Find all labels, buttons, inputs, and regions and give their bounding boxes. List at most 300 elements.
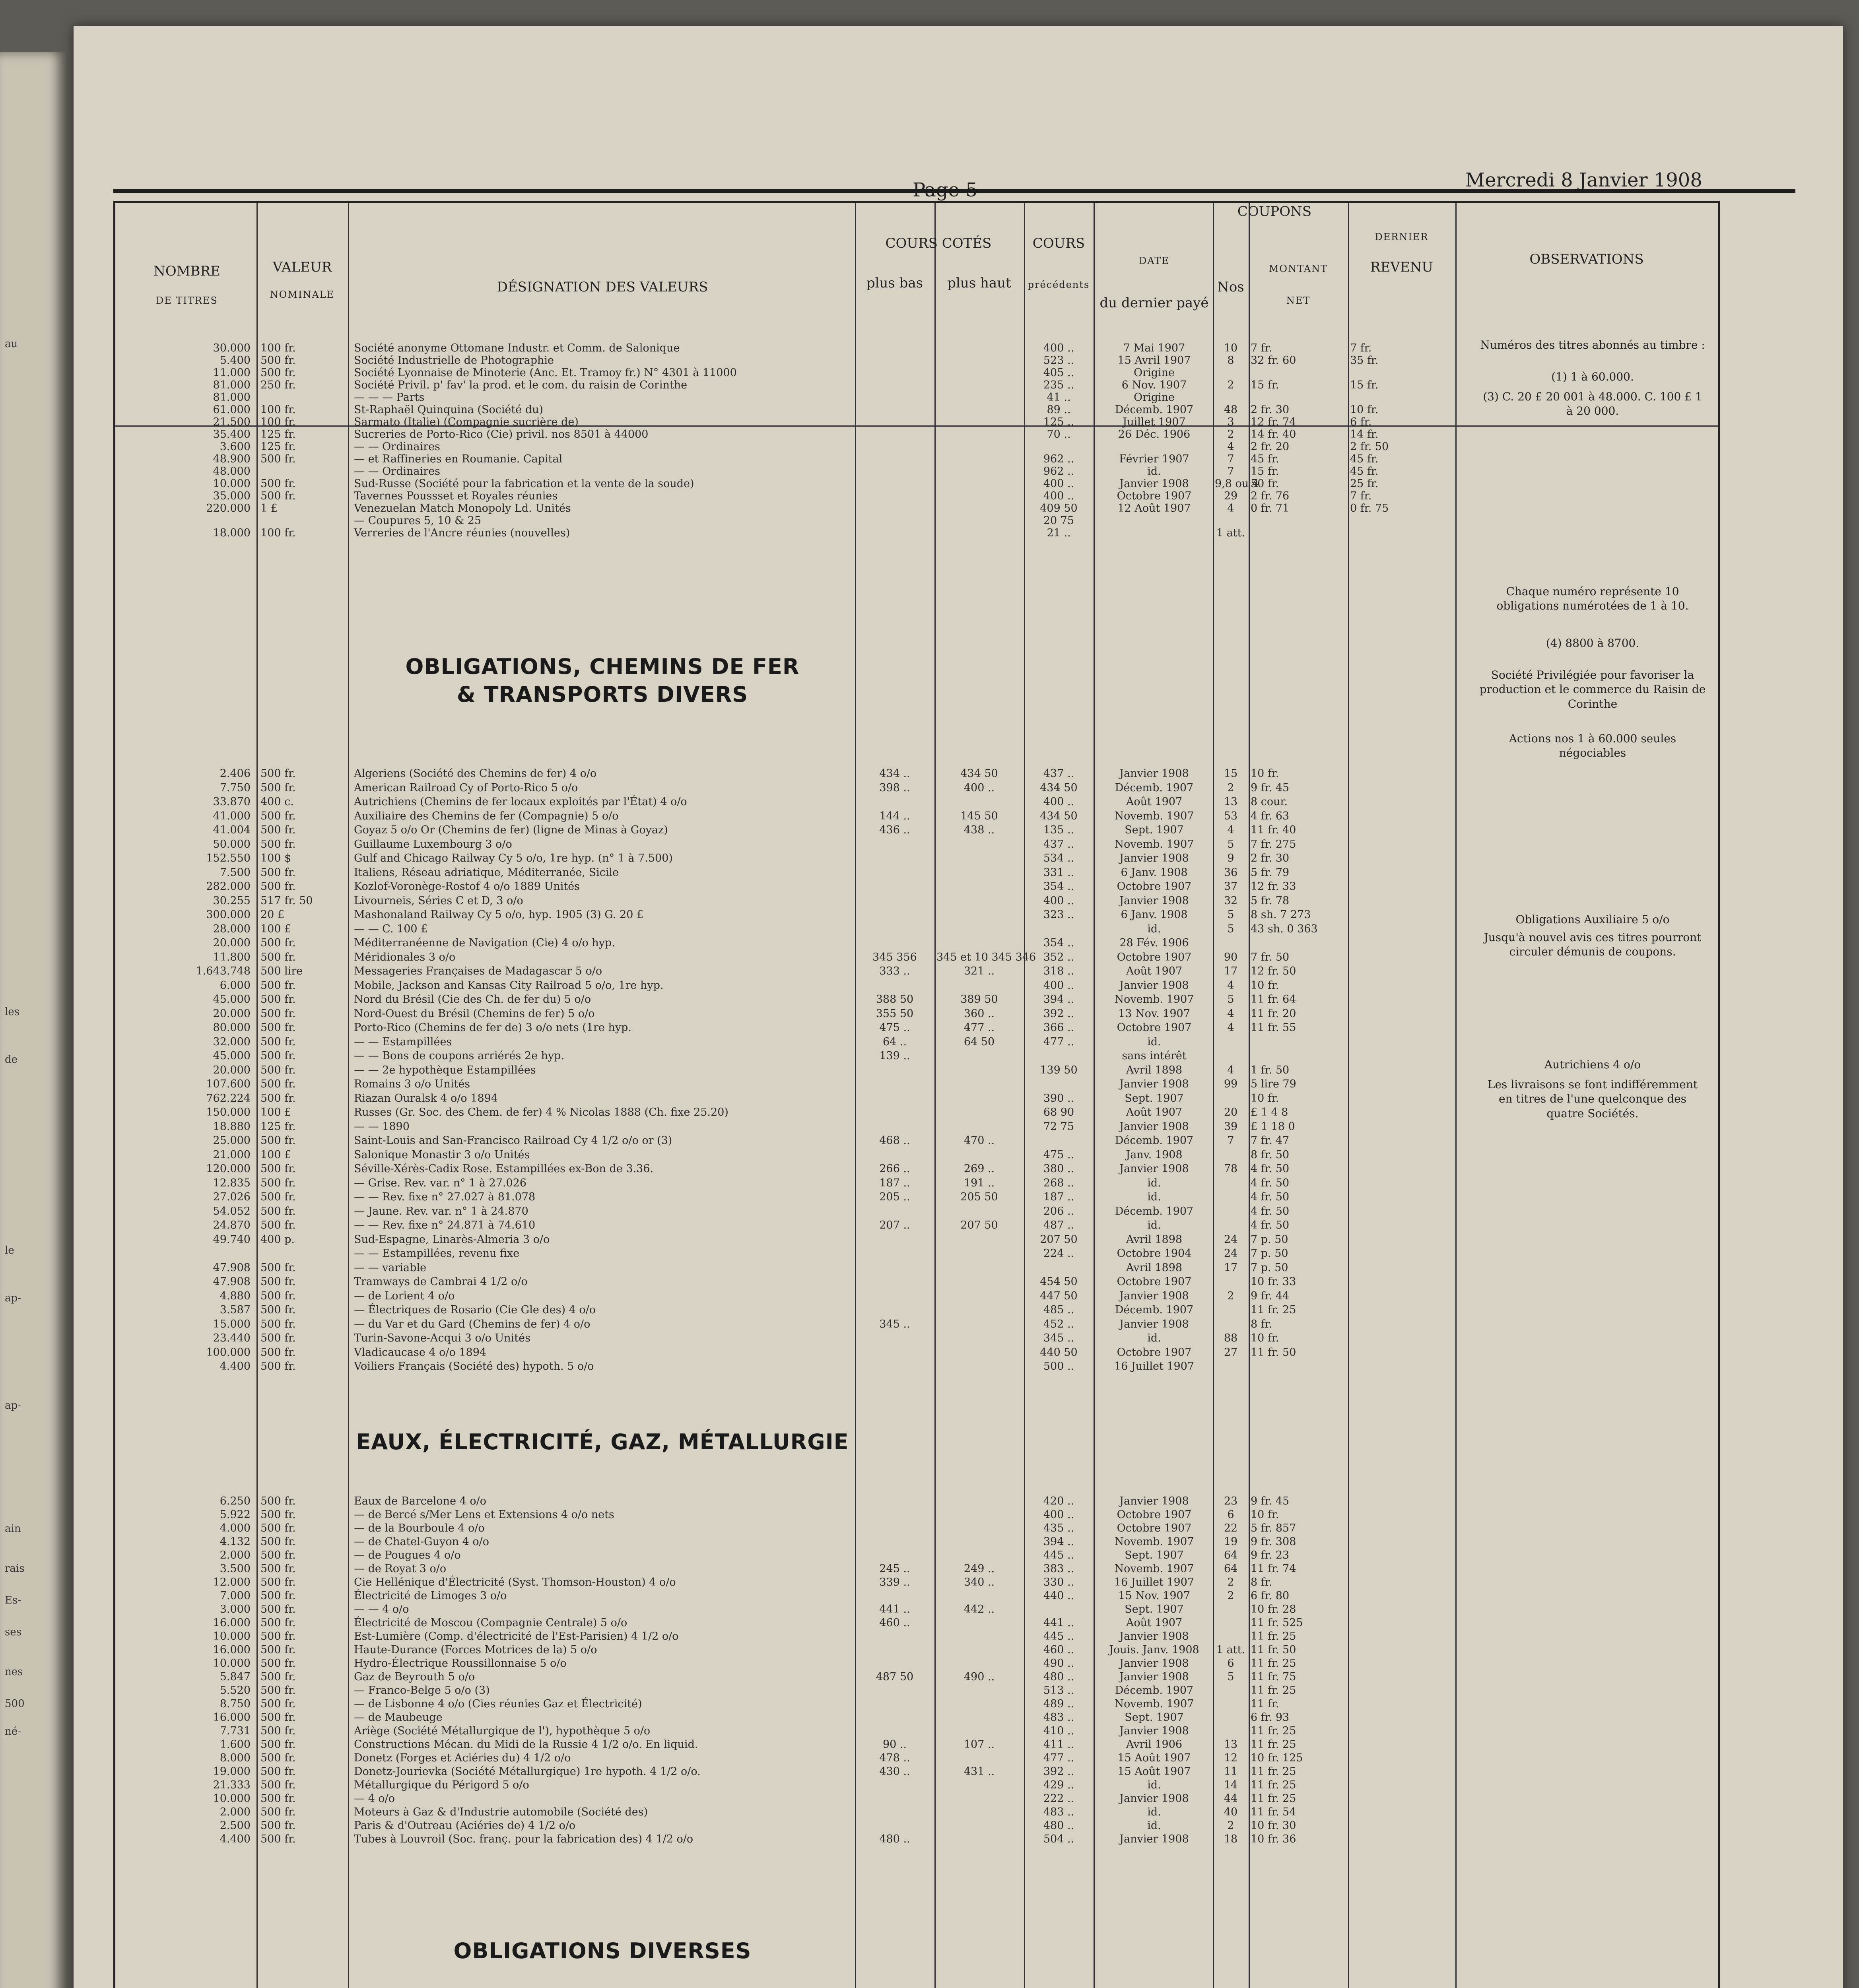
table-cell-v: 500 fr. bbox=[260, 1508, 296, 1521]
table-cell-v: 500 fr. bbox=[260, 478, 296, 490]
table-cell-m: 11 fr. 25 bbox=[1251, 1738, 1296, 1751]
table-cell-b: 388 50 bbox=[876, 993, 914, 1006]
table-cell-b: 144 .. bbox=[879, 810, 910, 822]
table-cell-d: — — Ordinaires bbox=[354, 441, 440, 453]
table-cell-no: 10 bbox=[1224, 342, 1238, 354]
table-cell-b: 139 .. bbox=[879, 1050, 910, 1062]
table-cell-dt: 13 Nov. 1907 bbox=[1118, 1007, 1190, 1020]
table-cell-dt: Octobre 1907 bbox=[1117, 951, 1192, 963]
obs-nouvel-avis: Jusqu'à nouvel avis ces titres pourront circuler démunis de coupons. bbox=[1484, 931, 1702, 959]
col-cours: COURS bbox=[1032, 235, 1085, 251]
table-cell-p: 435 .. bbox=[1043, 1522, 1074, 1534]
table-cell-h: 389 50 bbox=[960, 993, 998, 1006]
table-cell-p: 366 .. bbox=[1043, 1021, 1074, 1034]
table-cell-p: 487 .. bbox=[1043, 1219, 1074, 1231]
table-cell-n: 3.587 bbox=[220, 1304, 251, 1316]
table-cell-r: 6 fr. bbox=[1350, 416, 1372, 428]
table-cell-m: 15 fr. bbox=[1251, 465, 1279, 478]
table-cell-dt: Octobre 1907 bbox=[1117, 1346, 1192, 1359]
table-cell-h: 360 .. bbox=[963, 1007, 995, 1020]
col-plus-haut: plus haut bbox=[947, 275, 1011, 291]
table-cell-p: 437 .. bbox=[1043, 838, 1074, 850]
table-cell-d: — — variable bbox=[354, 1261, 427, 1274]
table-cell-v: 500 fr. bbox=[260, 1536, 296, 1548]
table-cell-d: Sucreries de Porto-Rico (Cie) privil. nos 8501 à 44000 bbox=[354, 428, 649, 441]
table-cell-r: 45 fr. bbox=[1350, 453, 1379, 465]
table-cell-m: 4 fr. 50 bbox=[1251, 1191, 1290, 1203]
table-cell-m: 11 fr. 525 bbox=[1251, 1617, 1303, 1629]
table-cell-b: 355 50 bbox=[876, 1007, 914, 1020]
table-cell-dt: id. bbox=[1147, 465, 1161, 478]
table-cell-m: 11 fr. 40 bbox=[1251, 824, 1296, 836]
table-cell-d: Eaux de Barcelone 4 o/o bbox=[354, 1495, 487, 1507]
table-cell-n: 35.400 bbox=[213, 428, 251, 441]
table-cell-m: £ 1 4 8 bbox=[1251, 1106, 1288, 1118]
table-cell-p: 394 .. bbox=[1043, 1536, 1074, 1548]
table-cell-d: Kozlof-Voronège-Rostof 4 o/o 1889 Unités bbox=[354, 880, 580, 893]
table-cell-no: 13 bbox=[1224, 796, 1238, 808]
table-cell-no: 4 bbox=[1227, 1007, 1234, 1020]
table-cell-dt: 26 Déc. 1906 bbox=[1118, 428, 1191, 441]
table-cell-dt: Janvier 1908 bbox=[1119, 979, 1189, 992]
table-cell-no: 53 bbox=[1224, 810, 1238, 822]
table-cell-dt: Janvier 1908 bbox=[1119, 1671, 1189, 1683]
table-cell-n: 24.870 bbox=[213, 1219, 251, 1231]
obs-auxiliaire: Obligations Auxiliaire 5 o/o bbox=[1515, 913, 1670, 926]
table-cell-m: 9 fr. 308 bbox=[1251, 1536, 1296, 1548]
table-cell-no: 4 bbox=[1227, 1021, 1234, 1034]
table-cell-d: — — Rev. fixe n° 24.871 à 74.610 bbox=[354, 1219, 536, 1231]
table-cell-v: 500 fr. bbox=[260, 1522, 296, 1534]
table-cell-p: 440 50 bbox=[1040, 1346, 1078, 1359]
table-cell-v: 500 fr. bbox=[260, 1779, 296, 1791]
table-cell-v: 500 fr. bbox=[260, 1176, 296, 1189]
table-cell-n: 30.000 bbox=[213, 342, 251, 354]
table-cell-d: — Coupures 5, 10 & 25 bbox=[354, 514, 482, 527]
table-cell-n: 21.333 bbox=[213, 1779, 251, 1791]
table-cell-v: 500 fr. bbox=[260, 1698, 296, 1710]
table-cell-v: 500 fr. bbox=[260, 1563, 296, 1575]
table-cell-d: — de Chatel-Guyon 4 o/o bbox=[354, 1536, 489, 1548]
table-cell-p: 477 .. bbox=[1043, 1752, 1074, 1764]
table-cell-v: 500 fr. bbox=[260, 979, 296, 992]
table-cell-v: 500 fr. bbox=[260, 993, 296, 1006]
table-cell-r: 10 fr. bbox=[1350, 404, 1379, 416]
table-cell-dt: id. bbox=[1147, 1219, 1161, 1231]
table-cell-d: Riazan Ouralsk 4 o/o 1894 bbox=[354, 1092, 498, 1105]
table-cell-n: 1.643.748 bbox=[196, 965, 251, 977]
table-cell-n: 10.000 bbox=[213, 1657, 251, 1670]
table-cell-m: 12 fr. 33 bbox=[1251, 880, 1296, 893]
table-cell-n: 6.000 bbox=[220, 979, 251, 992]
table-cell-p: 207 50 bbox=[1040, 1233, 1078, 1246]
table-cell-m: 10 fr. bbox=[1251, 1332, 1279, 1344]
table-cell-v: 500 fr. bbox=[260, 824, 296, 836]
table-cell-h: 64 50 bbox=[963, 1035, 995, 1048]
table-cell-no: 36 bbox=[1224, 866, 1238, 879]
table-cell-n: 50.000 bbox=[213, 838, 251, 850]
table-cell-dt: Origine bbox=[1134, 391, 1175, 404]
col-titres: DE TITRES bbox=[156, 295, 218, 306]
table-cell-d: — de Lorient 4 o/o bbox=[354, 1289, 455, 1302]
table-cell-no: 6 bbox=[1227, 1508, 1234, 1521]
table-cell-n: 48.900 bbox=[213, 453, 251, 465]
table-cell-n: 4.000 bbox=[220, 1522, 251, 1534]
table-cell-m: 10 fr. bbox=[1251, 1508, 1279, 1521]
table-cell-d: — Jaune. Rev. var. n° 1 à 24.870 bbox=[354, 1205, 528, 1217]
table-cell-v: 500 fr. bbox=[260, 1495, 296, 1507]
obs-note-3: (3) C. 20 £ 20 001 à 48.000. C. 100 £ 1 à 20 000. bbox=[1483, 390, 1702, 418]
table-cell-h: 345 et 10 345 346 bbox=[936, 951, 1036, 963]
table-cell-v: 500 fr. bbox=[260, 781, 296, 794]
table-cell-v: 500 fr. bbox=[260, 1617, 296, 1629]
table-cell-n: 49.740 bbox=[213, 1233, 251, 1246]
table-cell-p: 72 75 bbox=[1043, 1120, 1074, 1133]
table-cell-m: 10 fr. 36 bbox=[1251, 1833, 1296, 1845]
table-cell-p: 405 .. bbox=[1043, 367, 1074, 379]
table-cell-no: 14 bbox=[1224, 1779, 1238, 1791]
table-cell-b: 460 .. bbox=[879, 1617, 910, 1629]
left-fragment: ain bbox=[5, 1523, 21, 1535]
table-cell-m: 10 fr. 125 bbox=[1251, 1752, 1303, 1764]
table-cell-m: 5 fr. 78 bbox=[1251, 894, 1290, 907]
table-cell-m: 8 fr. bbox=[1251, 1318, 1272, 1330]
table-cell-d: Paris & d'Outreau (Aciéries de) 4 1/2 o/o bbox=[354, 1819, 576, 1832]
table-cell-m: 8 fr. bbox=[1251, 1576, 1272, 1588]
table-cell-h: 431 .. bbox=[963, 1765, 995, 1778]
table-cell-v: 500 fr. bbox=[260, 1549, 296, 1561]
table-cell-v: 125 fr. bbox=[260, 428, 296, 441]
table-cell-no: 5 bbox=[1227, 909, 1234, 921]
table-cell-r: 35 fr. bbox=[1350, 354, 1379, 367]
table-cell-v: 100 fr. bbox=[260, 527, 296, 539]
table-cell-b: 468 .. bbox=[879, 1134, 910, 1147]
table-cell-no: 5 bbox=[1227, 1671, 1234, 1683]
table-cell-d: — de Pougues 4 o/o bbox=[354, 1549, 461, 1561]
table-cell-v: 500 fr. bbox=[260, 453, 296, 465]
table-cell-v: 500 fr. bbox=[260, 1725, 296, 1737]
table-cell-n: 20.000 bbox=[213, 1007, 251, 1020]
table-cell-m: 10 fr. 30 bbox=[1251, 1819, 1296, 1832]
table-cell-d: Moteurs à Gaz & d'Industrie automobile (Société des) bbox=[354, 1806, 648, 1818]
table-cell-n: 4.880 bbox=[220, 1289, 251, 1302]
table-cell-no: 2 bbox=[1227, 379, 1234, 391]
table-cell-m: 11 fr. 25 bbox=[1251, 1657, 1296, 1670]
table-cell-v: 500 fr. bbox=[260, 1191, 296, 1203]
left-fragment: ses bbox=[5, 1626, 22, 1638]
table-cell-m: 0 fr. 71 bbox=[1251, 502, 1290, 514]
table-cell-no: 22 bbox=[1224, 1522, 1238, 1534]
table-cell-n: 5.400 bbox=[220, 354, 251, 367]
left-fragment: ap- bbox=[5, 1292, 21, 1304]
table-cell-v: 125 fr. bbox=[260, 441, 296, 453]
obs-actions: Actions nos 1 à 60.000 seules négociables bbox=[1509, 732, 1676, 760]
table-cell-p: 460 .. bbox=[1043, 1644, 1074, 1656]
table-cell-v: 100 $ bbox=[260, 852, 291, 864]
table-cell-h: 400 .. bbox=[963, 781, 995, 794]
table-cell-m: 11 fr. 25 bbox=[1251, 1684, 1296, 1697]
left-fragment: rais bbox=[5, 1563, 25, 1574]
table-cell-v: 500 fr. bbox=[260, 1064, 296, 1076]
left-fragment: né- bbox=[5, 1726, 21, 1738]
table-cell-p: 523 .. bbox=[1043, 354, 1074, 367]
table-cell-d: Gulf and Chicago Railway Cy 5 o/o, 1re hyp. (n° 1 à 7.500) bbox=[354, 852, 673, 864]
table-cell-p: 534 .. bbox=[1043, 852, 1074, 864]
table-cell-no: 2 bbox=[1227, 1819, 1234, 1832]
table-cell-p: 20 75 bbox=[1043, 514, 1074, 527]
table-cell-dt: Avril 1898 bbox=[1126, 1064, 1183, 1076]
table-cell-p: 409 50 bbox=[1040, 502, 1078, 514]
table-cell-v: 500 fr. bbox=[260, 1603, 296, 1615]
table-cell-n: 7.731 bbox=[220, 1725, 251, 1737]
table-cell-m: 5 fr. 79 bbox=[1251, 866, 1290, 879]
table-cell-p: 392 .. bbox=[1043, 1765, 1074, 1778]
table-cell-d: Livourneis, Séries C et D, 3 o/o bbox=[354, 894, 523, 907]
table-cell-p: 323 .. bbox=[1043, 909, 1074, 921]
table-cell-d: Salonique Monastir 3 o/o Unités bbox=[354, 1148, 530, 1161]
table-cell-p: 345 .. bbox=[1043, 1332, 1074, 1344]
table-cell-p: 331 .. bbox=[1043, 866, 1074, 879]
table-cell-dt: id. bbox=[1147, 1176, 1161, 1189]
table-cell-m: 10 fr. 28 bbox=[1251, 1603, 1296, 1615]
table-cell-dt: Décemb. 1907 bbox=[1115, 1134, 1194, 1147]
col-nominale: NOMINALE bbox=[270, 289, 335, 300]
table-cell-p: 513 .. bbox=[1043, 1684, 1074, 1697]
section-obligations-diverses: OBLIGATIONS DIVERSES bbox=[453, 1938, 752, 1963]
table-cell-p: 383 .. bbox=[1043, 1563, 1074, 1575]
table-cell-m: 6 fr. 80 bbox=[1251, 1590, 1290, 1602]
table-cell-m: 11 fr. 25 bbox=[1251, 1630, 1296, 1642]
table-cell-p: 483 .. bbox=[1043, 1711, 1074, 1724]
table-cell-n: 18.000 bbox=[213, 527, 251, 539]
table-cell-m: 7 p. 50 bbox=[1251, 1247, 1288, 1260]
table-cell-m: 11 fr. 75 bbox=[1251, 1671, 1296, 1683]
table-cell-m: 4 fr. 50 bbox=[1251, 1219, 1290, 1231]
table-cell-dt: Novemb. 1907 bbox=[1114, 838, 1194, 850]
table-cell-n: 3.600 bbox=[220, 441, 251, 453]
table-cell-p: 400 .. bbox=[1043, 894, 1074, 907]
table-cell-h: 249 .. bbox=[963, 1563, 995, 1575]
table-cell-dt: 6 Nov. 1907 bbox=[1121, 379, 1187, 391]
table-cell-dt: Janvier 1908 bbox=[1119, 894, 1189, 907]
table-cell-dt: Octobre 1907 bbox=[1117, 1021, 1192, 1034]
table-cell-h: 269 .. bbox=[963, 1163, 995, 1175]
table-cell-d: St-Raphaël Quinquina (Société du) bbox=[354, 404, 544, 416]
table-cell-m: 11 fr. 74 bbox=[1251, 1563, 1296, 1575]
table-cell-dt: id. bbox=[1147, 922, 1161, 935]
obs-livraisons: Les livraisons se font indifféremment en titres de l'une quelconque des quatre Sociétés. bbox=[1487, 1078, 1698, 1120]
section-obligations-cf: OBLIGATIONS, CHEMINS DE FER bbox=[405, 654, 800, 679]
table-cell-v: 500 fr. bbox=[260, 1833, 296, 1845]
table-cell-b: 187 .. bbox=[879, 1176, 910, 1189]
table-cell-d: — — — Parts bbox=[354, 391, 425, 404]
table-cell-b: 339 .. bbox=[879, 1576, 910, 1588]
table-cell-d: Vladicaucase 4 o/o 1894 bbox=[354, 1346, 487, 1359]
table-cell-n: 16.000 bbox=[213, 1644, 251, 1656]
table-cell-n: 3.000 bbox=[220, 1603, 251, 1615]
table-cell-dt: Janvier 1908 bbox=[1119, 1792, 1189, 1805]
table-cell-m: 9 fr. 45 bbox=[1251, 1495, 1290, 1507]
table-cell-p: 452 .. bbox=[1043, 1318, 1074, 1330]
table-cell-p: 483 .. bbox=[1043, 1806, 1074, 1818]
table-cell-v: 500 fr. bbox=[260, 866, 296, 879]
table-cell-p: 400 .. bbox=[1043, 1508, 1074, 1521]
table-cell-no: 39 bbox=[1224, 1120, 1238, 1133]
table-cell-v: 500 fr. bbox=[260, 1289, 296, 1302]
table-cell-v: 500 fr. bbox=[260, 880, 296, 893]
table-cell-d: Méditerranéenne de Navigation (Cie) 4 o/o hyp. bbox=[354, 937, 615, 949]
table-cell-p: 504 .. bbox=[1043, 1833, 1074, 1845]
table-cell-dt: Novemb. 1907 bbox=[1114, 993, 1194, 1006]
table-cell-p: 480 .. bbox=[1043, 1671, 1074, 1683]
table-cell-dt: Janvier 1908 bbox=[1119, 1833, 1189, 1845]
table-cell-h: 207 50 bbox=[960, 1219, 998, 1231]
table-cell-no: 48 bbox=[1224, 404, 1238, 416]
table-cell-n: 20.000 bbox=[213, 1064, 251, 1076]
issue-date: Mercredi 8 Janvier 1908 bbox=[1465, 169, 1702, 191]
table-cell-no: 5 bbox=[1227, 993, 1234, 1006]
table-cell-b: 266 .. bbox=[879, 1163, 910, 1175]
table-cell-dt: Avril 1898 bbox=[1126, 1233, 1183, 1246]
table-cell-p: 400 .. bbox=[1043, 796, 1074, 808]
table-cell-n: 4.400 bbox=[220, 1360, 251, 1373]
table-cell-dt: id. bbox=[1147, 1819, 1161, 1832]
table-cell-m: 10 fr. bbox=[1251, 767, 1279, 780]
table-cell-n: 100.000 bbox=[206, 1346, 251, 1359]
table-cell-v: 500 fr. bbox=[260, 1163, 296, 1175]
table-cell-n: 16.000 bbox=[213, 1617, 251, 1629]
table-cell-d: — — Rev. fixe n° 27.027 à 81.078 bbox=[354, 1191, 536, 1203]
table-cell-n: 81.000 bbox=[213, 391, 251, 404]
table-cell-d: Nord du Brésil (Cie des Ch. de fer du) 5 o/o bbox=[354, 993, 591, 1006]
table-cell-v: 500 fr. bbox=[260, 1261, 296, 1274]
col-observations: OBSERVATIONS bbox=[1529, 251, 1644, 267]
table-cell-v: 500 fr. bbox=[260, 1346, 296, 1359]
table-cell-dt: 6 Janv. 1908 bbox=[1121, 866, 1188, 879]
table-cell-no: 40 bbox=[1224, 1806, 1238, 1818]
table-cell-n: 15.000 bbox=[213, 1318, 251, 1330]
left-fragment: de bbox=[5, 1054, 18, 1066]
table-cell-p: 400 .. bbox=[1043, 490, 1074, 502]
table-cell-n: 28.000 bbox=[213, 922, 251, 935]
table-cell-v: 500 fr. bbox=[260, 1684, 296, 1697]
table-cell-no: 4 bbox=[1227, 979, 1234, 992]
table-cell-dt: Octobre 1907 bbox=[1117, 1276, 1192, 1288]
table-cell-no: 17 bbox=[1224, 1261, 1238, 1274]
table-cell-n: 41.004 bbox=[213, 824, 251, 836]
adjacent-page-edge bbox=[0, 52, 66, 1988]
table-cell-d: Sarmato (Italie) (Compagnie sucrière de) bbox=[354, 416, 579, 428]
table-cell-n: 2.000 bbox=[220, 1806, 251, 1818]
table-cell-m: 43 sh. 0 363 bbox=[1251, 922, 1318, 935]
table-cell-dt: Décemb. 1907 bbox=[1115, 1205, 1194, 1217]
obs-societe-privilegiee: Société Privilégiée pour favoriser la production et le commerce du Raisin de Corinthe bbox=[1479, 668, 1706, 711]
table-cell-d: Haute-Durance (Forces Motrices de la) 5 o/o bbox=[354, 1644, 597, 1656]
table-cell-d: Voiliers Français (Société des) hypoth. 5 o/o bbox=[354, 1360, 594, 1373]
table-cell-p: 354 .. bbox=[1043, 937, 1074, 949]
table-cell-h: 470 .. bbox=[963, 1134, 995, 1147]
table-cell-no: 24 bbox=[1224, 1247, 1238, 1260]
table-cell-m: 4 fr. 63 bbox=[1251, 810, 1290, 822]
table-cell-dt: 15 Août 1907 bbox=[1117, 1752, 1191, 1764]
table-cell-m: 4 fr. 50 bbox=[1251, 1176, 1290, 1189]
table-cell-d: Cie Hellénique d'Électricité (Syst. Thomson-Houston) 4 o/o bbox=[354, 1576, 676, 1588]
table-cell-d: Métallurgique du Périgord 5 o/o bbox=[354, 1779, 529, 1791]
table-cell-v: 500 fr. bbox=[260, 1276, 296, 1288]
table-cell-no: 7 bbox=[1227, 453, 1234, 465]
table-cell-n: 48.000 bbox=[213, 465, 251, 478]
table-cell-d: Porto-Rico (Chemins de fer de) 3 o/o nets (1re hyp. bbox=[354, 1021, 631, 1034]
table-cell-r: 0 fr. 75 bbox=[1350, 502, 1389, 514]
table-cell-n: 8.750 bbox=[220, 1698, 251, 1710]
table-cell-v: 500 fr. bbox=[260, 1644, 296, 1656]
table-cell-m: 11 fr. 50 bbox=[1251, 1644, 1296, 1656]
table-cell-no: 37 bbox=[1224, 880, 1238, 893]
table-cell-r: 45 fr. bbox=[1350, 465, 1379, 478]
table-cell-d: — 4 o/o bbox=[354, 1792, 395, 1805]
table-cell-m: 32 fr. 60 bbox=[1251, 354, 1296, 367]
table-cell-d: Société Lyonnaise de Minoterie (Anc. Et. Tramoy fr.) N° 4301 à 11000 bbox=[354, 367, 737, 379]
table-cell-dt: Janvier 1908 bbox=[1119, 1163, 1189, 1175]
table-cell-dt: Février 1907 bbox=[1119, 453, 1189, 465]
table-cell-m: 11 fr. 50 bbox=[1251, 1346, 1296, 1359]
table-cell-v: 500 fr. bbox=[260, 354, 296, 367]
table-cell-p: 380 .. bbox=[1043, 1163, 1074, 1175]
table-cell-no: 90 bbox=[1224, 951, 1238, 963]
obs-note-4: (4) 8800 à 8700. bbox=[1546, 637, 1639, 650]
table-cell-p: 475 .. bbox=[1043, 1148, 1074, 1161]
table-cell-no: 5 bbox=[1227, 922, 1234, 935]
table-cell-m: 8 fr. 50 bbox=[1251, 1148, 1290, 1161]
table-cell-n: 4.132 bbox=[220, 1536, 251, 1548]
table-cell-b: 441 .. bbox=[879, 1603, 910, 1615]
table-cell-p: 477 .. bbox=[1043, 1035, 1074, 1048]
table-cell-d: Séville-Xérès-Cadix Rose. Estampillées ex-Bon de 3.36. bbox=[354, 1163, 654, 1175]
table-cell-h: 477 .. bbox=[963, 1021, 995, 1034]
table-cell-dt: Sept. 1907 bbox=[1125, 1603, 1184, 1615]
table-cell-d: Est-Lumière (Comp. d'électricité de l'Est-Parisien) 4 1/2 o/o bbox=[354, 1630, 679, 1642]
table-cell-p: 437 .. bbox=[1043, 767, 1074, 780]
table-cell-m: 8 sh. 7 273 bbox=[1251, 909, 1311, 921]
table-cell-b: 430 .. bbox=[879, 1765, 910, 1778]
table-cell-v: 125 fr. bbox=[260, 1120, 296, 1133]
table-cell-d: Donetz (Forges et Aciéries du) 4 1/2 o/o bbox=[354, 1752, 571, 1764]
table-cell-v: 400 p. bbox=[260, 1233, 295, 1246]
table-cell-d: Saint-Louis and San-Francisco Railroad Cy 4 1/2 o/o or (3) bbox=[354, 1134, 672, 1147]
table-cell-d: Tubes à Louvroil (Soc. franç. pour la fabrication des) 4 1/2 o/o bbox=[354, 1833, 693, 1845]
table-cell-n: 47.908 bbox=[213, 1261, 251, 1274]
table-cell-n: 25.000 bbox=[213, 1134, 251, 1147]
table-cell-n: 150.000 bbox=[206, 1106, 251, 1118]
col-revenu: REVENU bbox=[1370, 259, 1434, 275]
table-cell-r: 25 fr. bbox=[1350, 478, 1379, 490]
table-cell-h: 205 50 bbox=[960, 1191, 998, 1203]
table-cell-d: Société Privil. p' fav' la prod. et le com. du raisin de Corinthe bbox=[354, 379, 688, 391]
table-cell-no: 2 bbox=[1227, 781, 1234, 794]
table-cell-n: 35.000 bbox=[213, 490, 251, 502]
table-cell-p: 400 .. bbox=[1043, 342, 1074, 354]
table-cell-d: Nord-Ouest du Brésil (Chemins de fer) 5 o/o bbox=[354, 1007, 595, 1020]
col-coupons: COUPONS bbox=[1237, 204, 1312, 219]
table-cell-d: Tavernes Poussset et Royales réunies bbox=[354, 490, 558, 502]
table-cell-m: 10 fr. bbox=[1251, 979, 1279, 992]
table-cell-p: 440 .. bbox=[1043, 1590, 1074, 1602]
table-cell-dt: Novemb. 1907 bbox=[1114, 1563, 1194, 1575]
table-cell-m: 5 fr. 857 bbox=[1251, 1522, 1296, 1534]
table-cell-n: 8.000 bbox=[220, 1752, 251, 1764]
table-cell-m: 11 fr. bbox=[1251, 1698, 1279, 1710]
left-fragment: le bbox=[5, 1244, 14, 1256]
